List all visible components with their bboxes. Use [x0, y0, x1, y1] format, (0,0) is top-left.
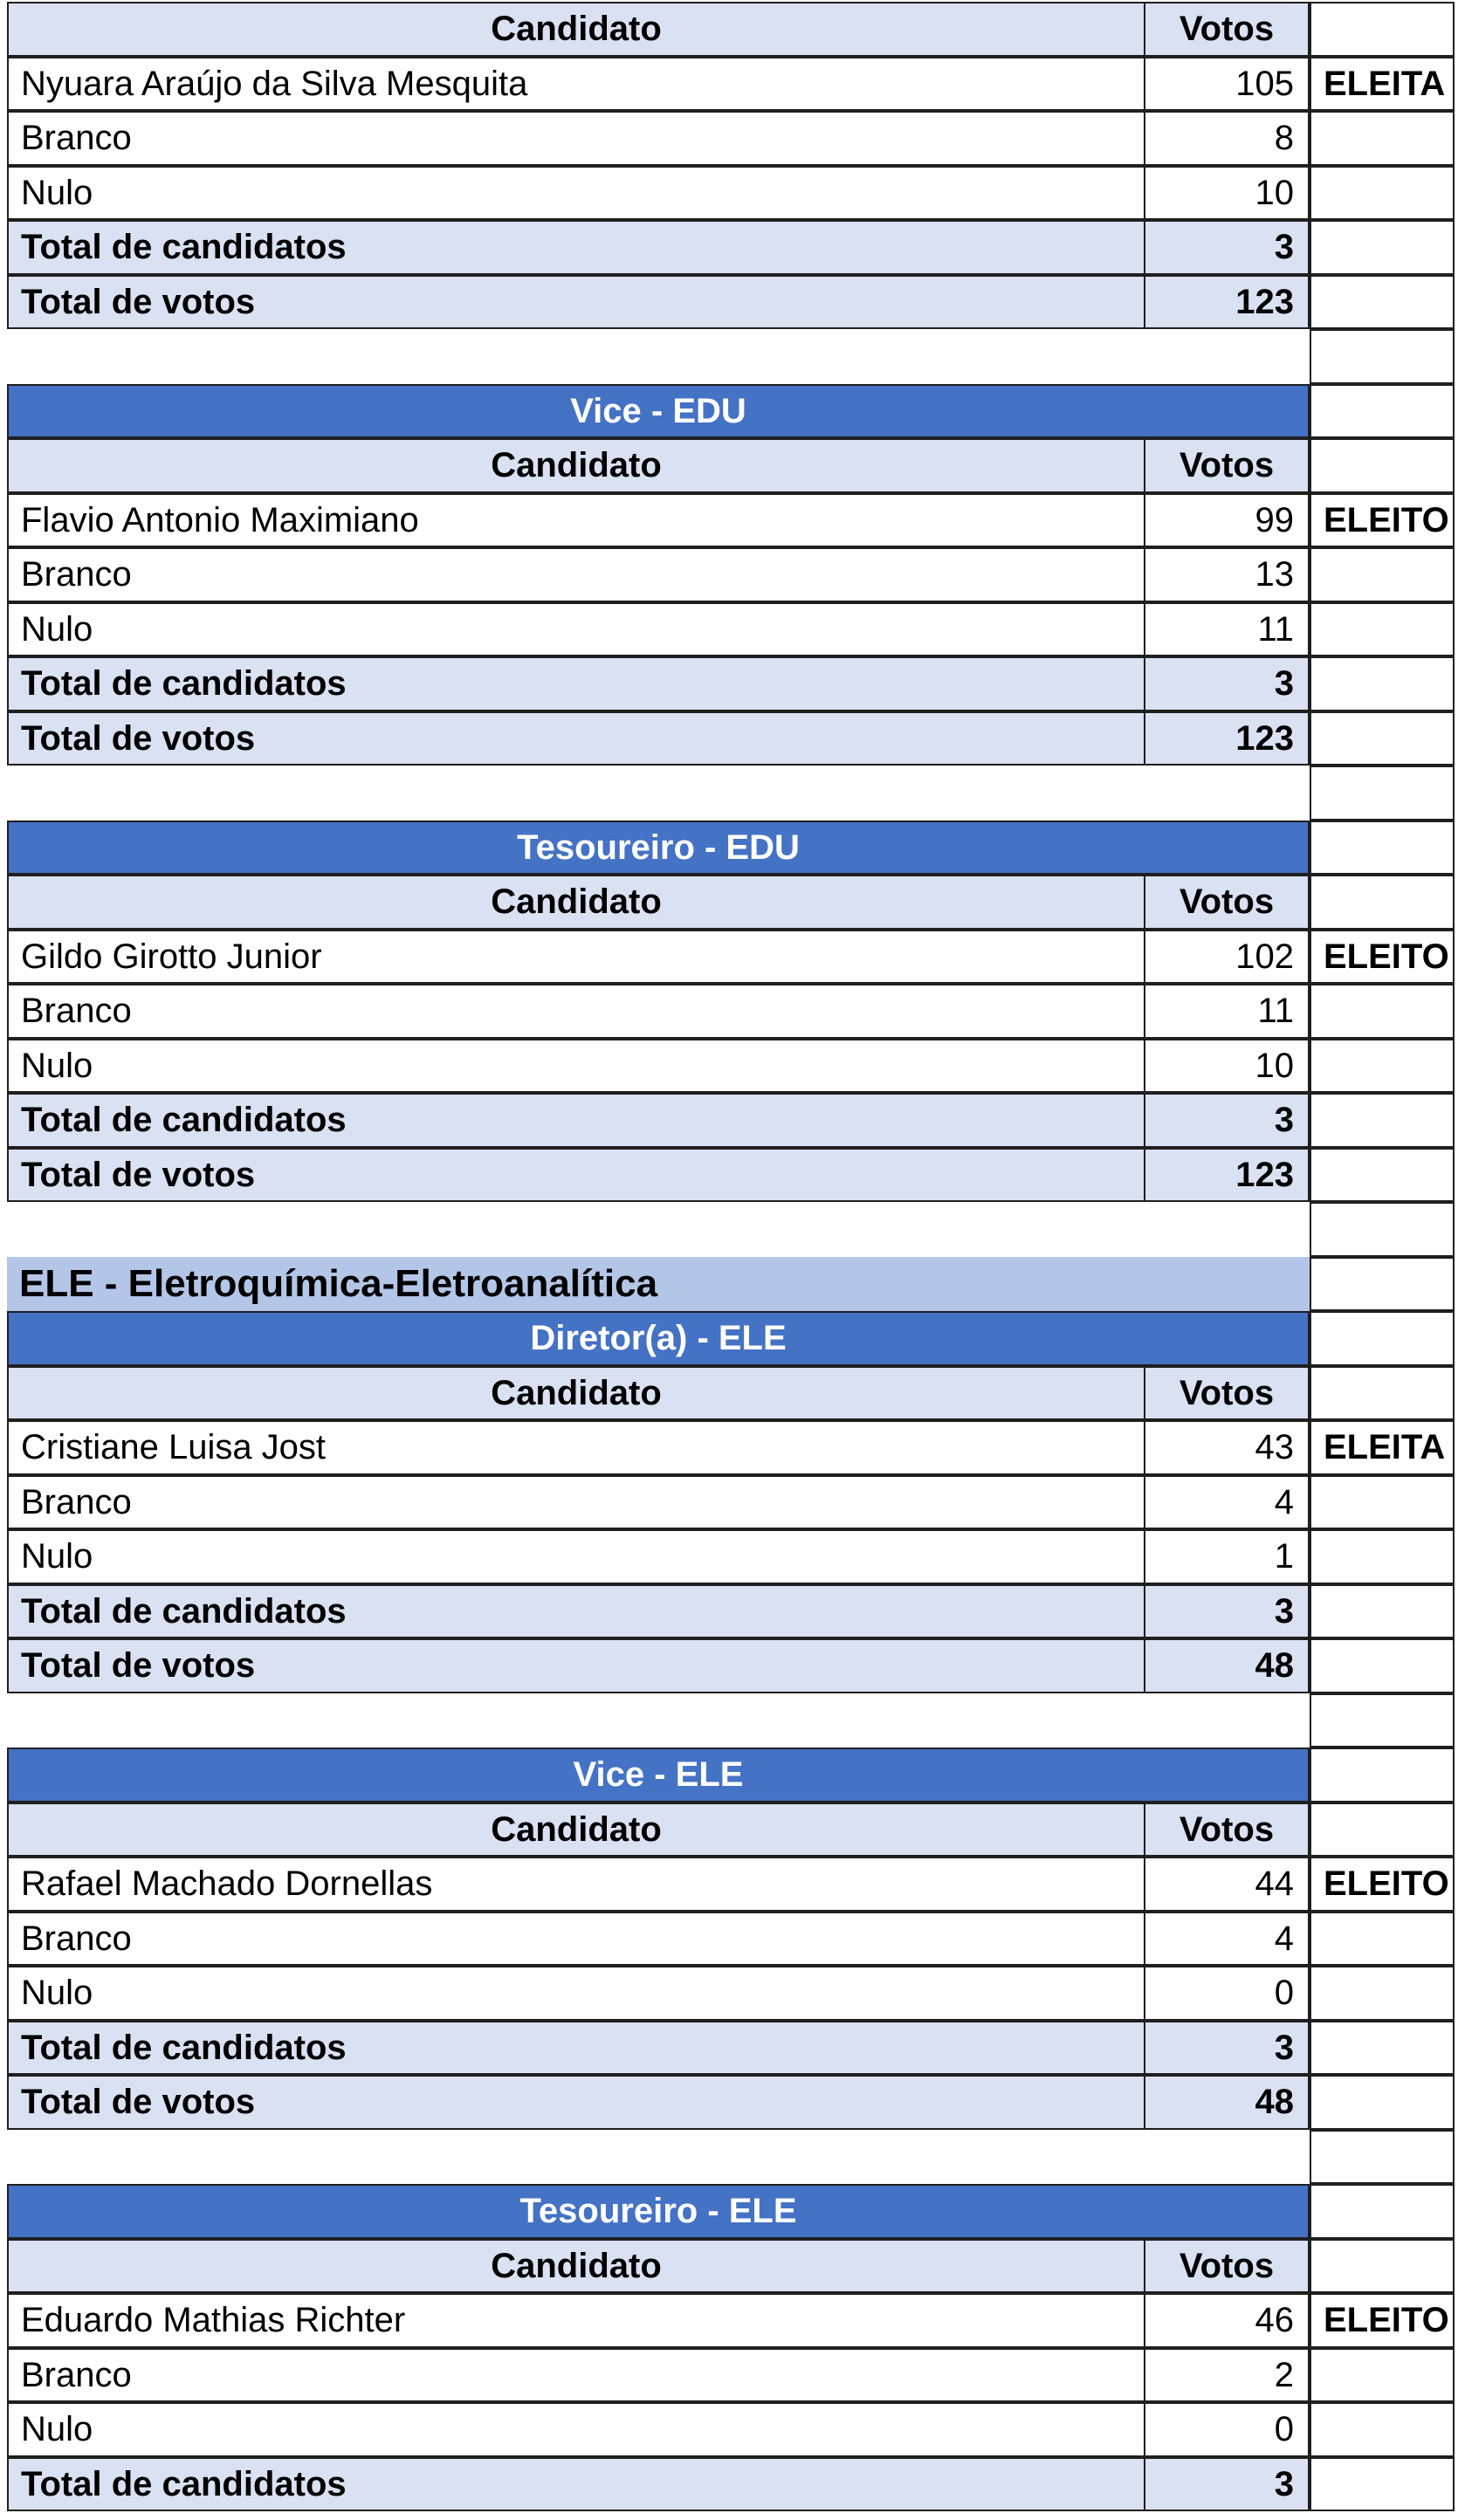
votes-cell: Votos: [1144, 875, 1310, 930]
table-row: [0, 1912, 1458, 1966]
status-cell: [1310, 984, 1455, 1039]
empty-cell: [1310, 329, 1455, 384]
status-cell: ELEITO: [1310, 1857, 1455, 1912]
status-cell: ELEITO: [1310, 2293, 1455, 2348]
table-row: [0, 711, 1458, 766]
null-label-cell: Nulo: [7, 166, 1145, 220]
total-votes-cell: Total de votos: [7, 275, 1145, 329]
table-row: [0, 547, 1458, 602]
votes-cell: 102: [1144, 930, 1310, 984]
status-cell: [1310, 1475, 1455, 1529]
status-cell: [1310, 1366, 1455, 1420]
column-header-candidate: Candidato: [7, 2239, 1145, 2293]
votes-cell: 11: [1144, 984, 1310, 1039]
empty-cell: [1310, 2130, 1455, 2184]
votes-cell: 3: [1144, 656, 1310, 711]
position-title: Diretor(a) - ELE: [7, 1311, 1310, 1366]
table-row: [0, 2348, 1458, 2402]
votes-cell: 0: [1144, 1966, 1310, 2021]
status-cell: [1310, 2239, 1455, 2293]
status-cell: [1310, 2348, 1455, 2402]
status-cell: [1310, 2075, 1455, 2130]
votes-cell: Votos: [1144, 1366, 1310, 1420]
votes-cell: 11: [1144, 602, 1310, 656]
table-row: [0, 1857, 1458, 1912]
table-row: [0, 275, 1458, 329]
status-cell: [1310, 166, 1455, 220]
table-row: [0, 384, 1458, 438]
votes-cell: 46: [1144, 2293, 1310, 2348]
candidate-name-cell: Gildo Girotto Junior: [7, 930, 1145, 984]
empty-cell: [1310, 384, 1455, 438]
votes-cell: Votos: [1144, 1802, 1310, 1857]
table-row: [0, 1257, 1458, 1311]
candidate-name-cell: Rafael Machado Dornellas: [7, 1857, 1145, 1912]
status-cell: [1310, 711, 1455, 766]
votes-cell: 4: [1144, 1912, 1310, 1966]
status-cell: [1310, 656, 1455, 711]
status-cell: [1310, 875, 1455, 930]
column-header-candidate: Candidato: [7, 875, 1145, 930]
status-cell: [1310, 602, 1455, 656]
table-row: [0, 1584, 1458, 1638]
status-cell: [1310, 1148, 1455, 1202]
votes-cell: Votos: [1144, 2, 1310, 57]
table-row: [0, 1693, 1458, 1748]
votes-cell: 10: [1144, 1039, 1310, 1093]
table-row: [0, 2293, 1458, 2348]
blank-label-cell: Branco: [7, 547, 1145, 602]
status-cell: ELEITO: [1310, 930, 1455, 984]
total-votes-cell: Total de votos: [7, 2075, 1145, 2130]
table-row: [0, 493, 1458, 547]
table-row: [0, 1748, 1458, 1802]
table-row: [0, 766, 1458, 821]
status-cell: [1310, 1912, 1455, 1966]
status-cell: [1310, 1093, 1455, 1148]
votes-cell: 10: [1144, 166, 1310, 220]
status-cell: [1310, 438, 1455, 493]
null-label-cell: Nulo: [7, 2402, 1145, 2457]
status-cell: [1310, 1966, 1455, 2021]
status-cell: [1310, 1584, 1455, 1638]
table-row: [0, 984, 1458, 1039]
status-cell: [1310, 1039, 1455, 1093]
status-cell: ELEITA: [1310, 57, 1455, 111]
blank-label-cell: Branco: [7, 1475, 1145, 1529]
votes-cell: 44: [1144, 1857, 1310, 1912]
votes-cell: 48: [1144, 1638, 1310, 1693]
table-row: [0, 1802, 1458, 1857]
table-row: [0, 2457, 1458, 2511]
table-row: [0, 1311, 1458, 1366]
table-row: [0, 2239, 1458, 2293]
table-row: [0, 2075, 1458, 2130]
votes-cell: 1: [1144, 1529, 1310, 1584]
table-row: [0, 2184, 1458, 2239]
table-row: [0, 930, 1458, 984]
table-row: [0, 2021, 1458, 2075]
empty-cell: [1310, 1257, 1455, 1311]
position-title: Vice - ELE: [7, 1748, 1310, 1802]
status-cell: [1310, 547, 1455, 602]
votes-cell: 3: [1144, 2457, 1310, 2511]
null-label-cell: Nulo: [7, 1529, 1145, 1584]
table-row: [0, 1148, 1458, 1202]
status-cell: [1310, 1638, 1455, 1693]
table-row: [0, 1529, 1458, 1584]
total-candidates-cell: Total de candidatos: [7, 2457, 1145, 2511]
column-header-candidate: Candidato: [7, 438, 1145, 493]
table-row: [0, 656, 1458, 711]
table-row: [0, 2, 1458, 57]
votes-cell: 4: [1144, 1475, 1310, 1529]
votes-cell: 105: [1144, 57, 1310, 111]
position-title: Vice - EDU: [7, 384, 1310, 438]
table-row: [0, 329, 1458, 384]
table-row: [0, 1475, 1458, 1529]
status-cell: [1310, 111, 1455, 166]
empty-cell: [1310, 1311, 1455, 1366]
blank-label-cell: Branco: [7, 2348, 1145, 2402]
table-row: [0, 57, 1458, 111]
empty-cell: [1310, 2184, 1455, 2239]
status-cell: [1310, 220, 1455, 275]
votes-cell: 123: [1144, 275, 1310, 329]
column-header-candidate: Candidato: [7, 1802, 1145, 1857]
candidate-name-cell: Eduardo Mathias Richter: [7, 2293, 1145, 2348]
section-title: ELE - Eletroquímica-Eletroanalítica: [7, 1257, 1310, 1311]
votes-cell: 3: [1144, 220, 1310, 275]
total-votes-cell: Total de votos: [7, 711, 1145, 766]
empty-cell: [1310, 766, 1455, 821]
votes-cell: 3: [1144, 2021, 1310, 2075]
table-row: [0, 166, 1458, 220]
table-row: [0, 1638, 1458, 1693]
votes-cell: 123: [1144, 711, 1310, 766]
status-cell: [1310, 2, 1455, 57]
empty-cell: [1310, 821, 1455, 875]
table-row: [0, 1966, 1458, 2021]
total-votes-cell: Total de votos: [7, 1148, 1145, 1202]
null-label-cell: Nulo: [7, 1966, 1145, 2021]
votes-cell: 2: [1144, 2348, 1310, 2402]
status-cell: [1310, 2457, 1455, 2511]
table-row: [0, 438, 1458, 493]
votes-cell: 123: [1144, 1148, 1310, 1202]
status-cell: [1310, 2402, 1455, 2457]
table-row: [0, 1093, 1458, 1148]
table-row: [0, 1202, 1458, 1257]
total-candidates-cell: Total de candidatos: [7, 2021, 1145, 2075]
votes-cell: 48: [1144, 2075, 1310, 2130]
table-row: [0, 111, 1458, 166]
empty-cell: [1310, 1748, 1455, 1802]
empty-cell: [1310, 1693, 1455, 1748]
candidate-name-cell: Nyuara Araújo da Silva Mesquita: [7, 57, 1145, 111]
table-row: [0, 2130, 1458, 2184]
status-cell: ELEITA: [1310, 1420, 1455, 1475]
table-row: [0, 875, 1458, 930]
total-votes-cell: Total de votos: [7, 1638, 1145, 1693]
votes-cell: 8: [1144, 111, 1310, 166]
total-candidates-cell: Total de candidatos: [7, 1093, 1145, 1148]
table-row: [0, 2402, 1458, 2457]
status-cell: [1310, 275, 1455, 329]
table-row: [0, 1039, 1458, 1093]
empty-cell: [1310, 1202, 1455, 1257]
status-cell: [1310, 1529, 1455, 1584]
blank-label-cell: Branco: [7, 1912, 1145, 1966]
table-row: [0, 1366, 1458, 1420]
table-row: [0, 1420, 1458, 1475]
votes-cell: 3: [1144, 1584, 1310, 1638]
votes-cell: 99: [1144, 493, 1310, 547]
table-row: [0, 821, 1458, 875]
status-cell: [1310, 1802, 1455, 1857]
votes-cell: 3: [1144, 1093, 1310, 1148]
null-label-cell: Nulo: [7, 602, 1145, 656]
table-row: [0, 220, 1458, 275]
position-title: Tesoureiro - EDU: [7, 821, 1310, 875]
votes-cell: Votos: [1144, 2239, 1310, 2293]
column-header-candidate: Candidato: [7, 2, 1145, 57]
candidate-name-cell: Flavio Antonio Maximiano: [7, 493, 1145, 547]
status-cell: ELEITO: [1310, 493, 1455, 547]
blank-label-cell: Branco: [7, 111, 1145, 166]
votes-cell: 13: [1144, 547, 1310, 602]
blank-label-cell: Branco: [7, 984, 1145, 1039]
votes-cell: 43: [1144, 1420, 1310, 1475]
null-label-cell: Nulo: [7, 1039, 1145, 1093]
table-row: [0, 602, 1458, 656]
position-title: Tesoureiro - ELE: [7, 2184, 1310, 2239]
votes-cell: Votos: [1144, 438, 1310, 493]
candidate-name-cell: Cristiane Luisa Jost: [7, 1420, 1145, 1475]
status-cell: [1310, 2021, 1455, 2075]
total-candidates-cell: Total de candidatos: [7, 220, 1145, 275]
column-header-candidate: Candidato: [7, 1366, 1145, 1420]
total-candidates-cell: Total de candidatos: [7, 1584, 1145, 1638]
total-candidates-cell: Total de candidatos: [7, 656, 1145, 711]
votes-cell: 0: [1144, 2402, 1310, 2457]
